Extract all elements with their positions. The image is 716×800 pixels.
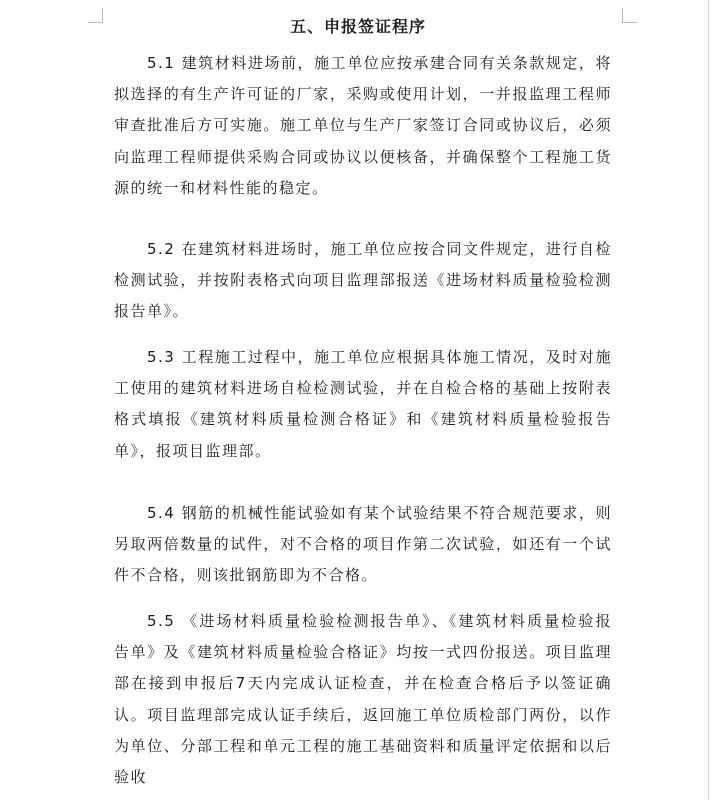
paragraph-5-5: 5.5 《进场材料质量检验检测报告单》、《建筑材料质量检验报告单》及《建筑材料质量检验合格证》均按一式四份报送。项目监理部在接到申报后7天内完成认证检查，并在检查合格后予以签证确认。项目监理部完成认证手续后，返回施工单位质检部门两份，以作为单位、分部工程和单元工程的施工基础资料和质量评定依据和以后验收 xyxy=(114,612,612,787)
paragraph-5-4: 5.4 钢筋的机械性能试验如有某个试验结果不符合规范要求，则另取两倍数量的试件，对不合格的项目作第二次试验，如还有一个试件不合格，则该批钢筋即为不合格。 xyxy=(114,504,612,585)
section-heading: 五、申报签证程序 xyxy=(289,17,426,36)
page-edge-rule xyxy=(708,0,709,800)
paragraph-5-2: 5.2 在建筑材料进场时，施工单位应按合同文件规定，进行自检检测试验，并按附表格式向项目监理部报送《进场材料质量检验检测报告单》。 xyxy=(114,240,612,321)
paragraph-5-3: 5.3 工程施工过程中，施工单位应根据具体施工情况，及时对施工使用的建筑材料进场自检检测试验，并在自检合格的基础上按附表格式填报《建筑材料质量检测合格证》和《建筑材料质量检验报告单》，报项目监理部。 xyxy=(114,348,612,460)
paragraph-5-1: 5.1 建筑材料进场前，施工单位应按承建合同有关条款规定，将拟选择的有生产许可证的厂家，采购或使用计划，一并报监理工程师审查批准后方可实施。施工单位与生产厂家签订合同或协议后，必须向监理工程师提供采购合同或协议以便核备，并确保整个工程施工货源的统一和材料性能的稳定。 xyxy=(114,54,612,197)
